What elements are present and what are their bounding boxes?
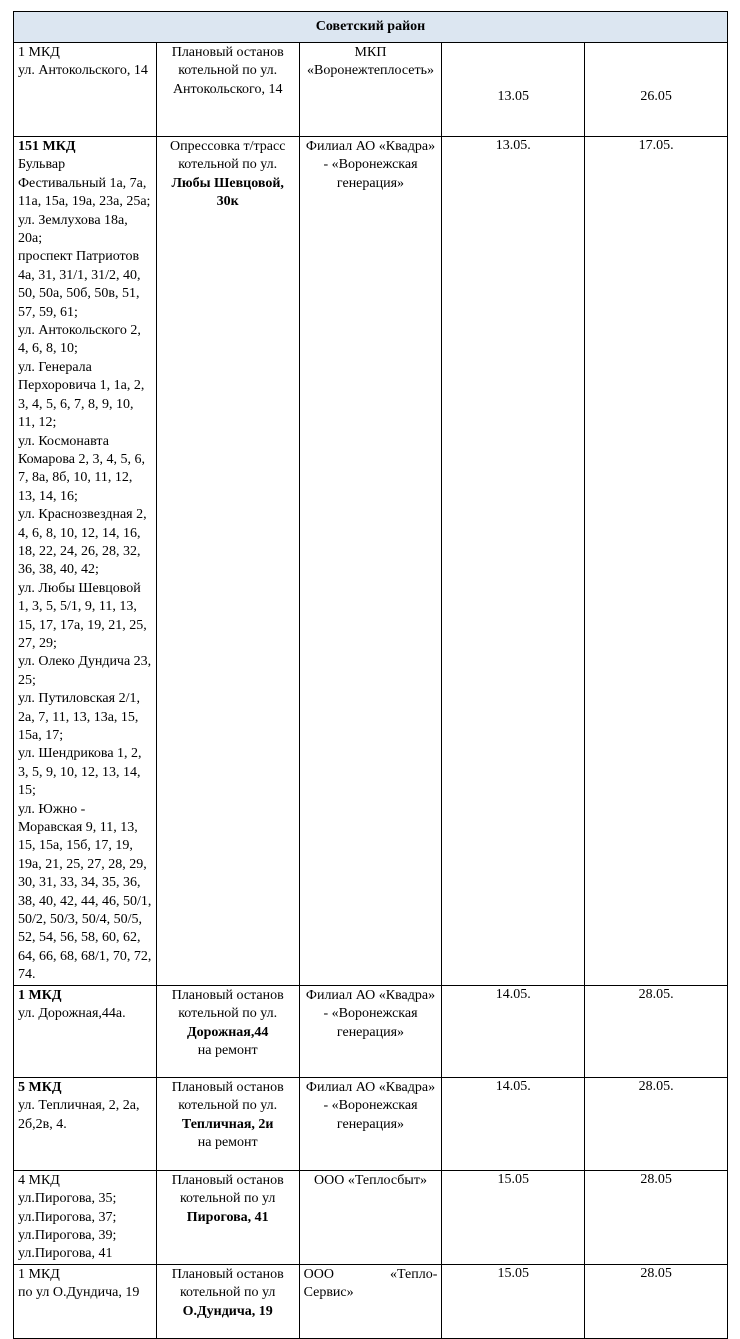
address-line: проспект Патриотов 4а, 31, 31/1, 31/2, 40, 50, 50а, 50б, 50в, 51, 57, 59, 61; (18, 249, 141, 320)
work-note: на ремонт (197, 1134, 258, 1150)
work-description: Опрессовка т/трасс котельной по ул. (169, 139, 286, 173)
end-date: 28.05. (585, 985, 728, 1077)
building-count: 5 МКД (18, 1079, 62, 1095)
address-line: ул.Пирогова, 35; (18, 1191, 117, 1207)
address-line: ул. Любы Шевцовой 1, 3, 5, 5/1, 9, 11, 13, 15, 17, 17а, 19, 21, 25, 27, 29; (18, 580, 147, 651)
address-line: ул. Южно - Моравская 9, 11, 13, 15, 15а, 15б, 17, 19, 19а, 21, 25, 27, 28, 29, 30, 31, 33, 34, 35, 36, 38, 40, 42, 44, 46, 50/1, 50/2, 50/3, 50/4, 50/5, 52, 54, 56, 58, 60, 62, 64, 66, 68, 68/1, 70, 72, 74. (18, 801, 152, 983)
table-row (14, 137, 728, 986)
organization-cell: ООО «Теплосбыт» (299, 1170, 442, 1264)
work-cell (156, 1264, 299, 1338)
address-line: ул. Генерала Перхоровича 1, 1а, 2, 3, 4, 5, 6, 7, 8, 9, 10, 11, 12; (18, 359, 145, 431)
address-line: ул. Космонавта Комарова 2, 3, 4, 5, 6, 7, 8а, 8б, 10, 11, 12, 13, 14, 16; (18, 433, 145, 504)
address-line: ул. Антокольского, 14 (18, 63, 148, 79)
table-row (14, 43, 728, 137)
organization-cell: Филиал АО «Квадра» - «Воронежская генерация» (299, 1077, 442, 1170)
work-description: Плановый останов котельной по ул (171, 1172, 284, 1207)
address-line: ул. Краснозвездная 2, 4, 6, 8, 10, 12, 14, 16, 18, 22, 24, 26, 28, 32, 36, 38, 40, 42; (18, 507, 147, 578)
end-date: 17.05. (585, 137, 728, 986)
work-description: Плановый останов котельной по ул (171, 1266, 284, 1301)
start-date: 14.05. (442, 1077, 585, 1170)
address-line: ул. Шендрикова 1, 2, 3, 5, 9, 10, 12, 13, 14, 15; (18, 746, 142, 799)
address-line: Бульвар Фестивальный 1а, 7а, 11а, 15а, 19а, 23а, 25а; (18, 157, 151, 210)
address-line: ул. Дорожная,44а. (18, 1006, 126, 1022)
building-count: 1 МКД (18, 45, 60, 60)
end-date: 28.05. (585, 1077, 728, 1170)
address-cell (14, 1264, 157, 1338)
building-count: 4 МКД (18, 1172, 60, 1188)
table-row (14, 985, 728, 1077)
start-date: 14.05. (442, 985, 585, 1077)
work-cell (156, 1077, 299, 1170)
organization-cell: МКП «Воронежтеплосеть» (299, 43, 442, 137)
end-date: 28.05 (585, 1264, 728, 1338)
address-cell (14, 43, 157, 137)
address-line: ул. Землухова 18а, 20а; (18, 212, 128, 247)
organization-cell: Филиал АО «Квадра» - «Воронежская генерация» (299, 137, 442, 986)
address-line: ул.Пирогова, 39; (18, 1227, 117, 1243)
work-cell (156, 985, 299, 1077)
table-row (14, 1264, 728, 1338)
building-count: 151 МКД (18, 139, 76, 154)
work-note: на ремонт (197, 1042, 258, 1058)
work-cell (156, 1170, 299, 1264)
work-location: Любы Шевцовой, 30к (171, 175, 284, 210)
address-line: ул.Пирогова, 37; (18, 1209, 117, 1225)
work-location: Дорожная,44 (187, 1024, 269, 1040)
start-date: 13.05 (442, 43, 585, 137)
end-date: 26.05 (585, 43, 728, 137)
organization-line (304, 1266, 438, 1284)
start-date: 15.05 (442, 1170, 585, 1264)
outage-schedule-table (13, 11, 728, 1339)
work-cell (156, 137, 299, 986)
work-cell (156, 43, 299, 137)
work-description: Плановый останов котельной по ул. (171, 1079, 284, 1114)
address-line: ул. Путиловская 2/1, 2а, 7, 11, 13, 13а, 15, 15а, 17; (18, 691, 140, 743)
table-row (14, 1170, 728, 1264)
organization-word: «Тепло- (390, 1266, 438, 1282)
address-cell (14, 1077, 157, 1170)
address-cell (14, 137, 157, 986)
address-line: ул. Антокольского 2, 4, 6, 8, 10; (18, 323, 141, 357)
work-description: Плановый останов котельной по ул. (171, 987, 284, 1022)
table-row (14, 1077, 728, 1170)
organization-word: ООО (303, 1266, 334, 1282)
address-line: ул.Пирогова, 41 (18, 1246, 113, 1262)
address-line: ул. Олеко Дундича 23, 25; (18, 654, 152, 688)
address-cell (14, 985, 157, 1077)
organization-cell: Филиал АО «Квадра» - «Воронежская генерация» (299, 985, 442, 1077)
start-date: 13.05. (442, 137, 585, 986)
work-location: О.Дундича, 19 (182, 1303, 273, 1319)
work-location: Пирогова, 41 (186, 1209, 269, 1225)
address-line: ул. Тепличная, 2, 2а, 2б,2в, 4. (18, 1098, 140, 1132)
organization-cell (299, 1264, 442, 1338)
organization-line: Сервис» (303, 1285, 354, 1301)
table-header-row (14, 12, 728, 43)
end-date: 28.05 (585, 1170, 728, 1264)
district-header: Советский район (14, 12, 728, 43)
work-description: Плановый останов котельной по ул. Антокольского, 14 (171, 45, 284, 97)
work-location: Тепличная, 2и (181, 1116, 274, 1132)
building-count: 1 МКД (18, 1266, 60, 1282)
address-line: по ул О.Дундича, 19 (18, 1285, 140, 1301)
building-count: 1 МКД (18, 987, 62, 1003)
start-date: 15.05 (442, 1264, 585, 1338)
address-cell (14, 1170, 157, 1264)
